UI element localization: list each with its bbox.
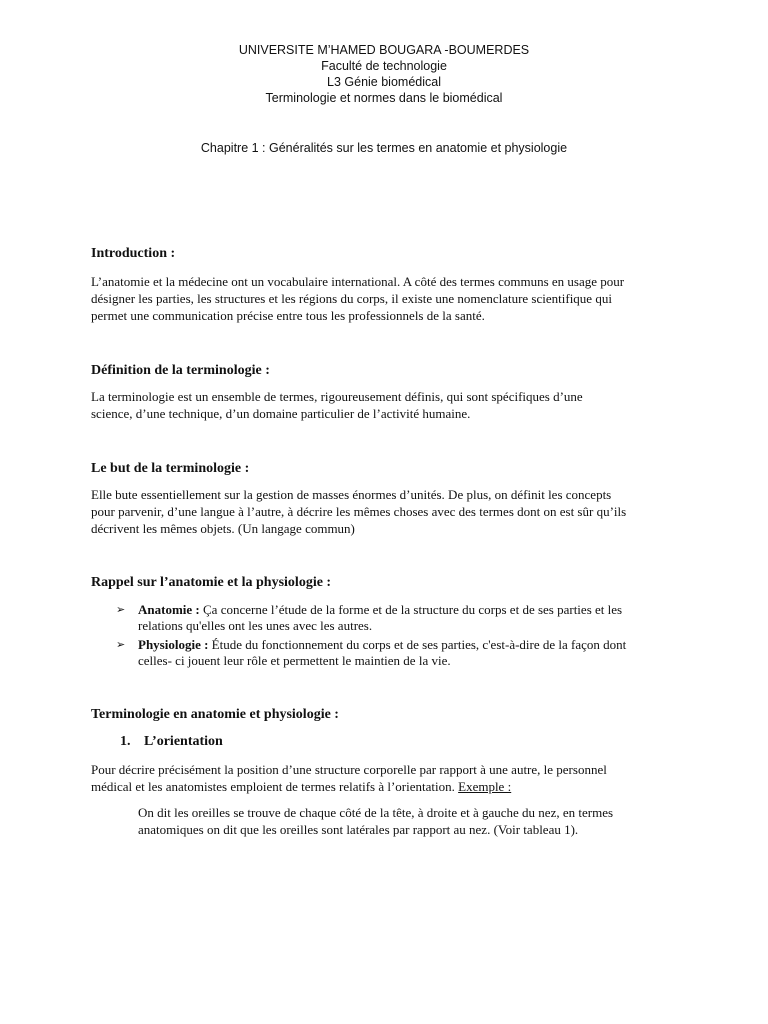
goal-heading: Le but de la terminologie :	[91, 461, 250, 476]
paragraph-line: désigner les parties, les structures et les régions du corps, il existe une nomenclature scientifique qui	[91, 291, 612, 306]
introduction-heading: Introduction :	[91, 246, 176, 261]
course-name: Terminologie et normes dans le biomédical	[265, 91, 503, 105]
bullet-continuation: celles- ci jouent leur rôle et permettent le maintien de la vie.	[138, 653, 451, 668]
paragraph-line: Pour décrire précisément la position d’une structure corporelle par rapport à une autre, le personnel	[91, 762, 607, 777]
item-number: 1.	[120, 734, 131, 749]
paragraph-line: anatomiques on dit que les oreilles sont latérales par rapport au nez. (Voir tableau 1).	[138, 822, 579, 837]
paragraph-line: science, d’une technique, d’un domaine particulier de l’activité humaine.	[91, 406, 471, 421]
list-item	[116, 637, 676, 669]
paragraph-line: Elle bute essentiellement sur la gestion de masses énormes d’unités. De plus, on définit les concepts	[91, 487, 612, 502]
bullet-text: Ça concerne l’étude de la forme et de la structure du corps et de ses parties et les	[199, 602, 623, 617]
goal-paragraph	[91, 486, 691, 537]
bullet-term: Anatomie :	[138, 602, 200, 617]
document-header	[0, 42, 768, 106]
terminology-heading: Terminologie en anatomie et physiologie :	[91, 707, 339, 722]
numbered-subheading	[120, 733, 223, 750]
paragraph-line: On dit les oreilles se trouve de chaque côté de la tête, à droite et à gauche du nez, en termes	[138, 805, 614, 820]
introduction-paragraph	[91, 273, 691, 324]
arrow-bullet-icon: ➢	[116, 604, 126, 616]
paragraph-line: L’anatomie et la médecine ont un vocabulaire international. A côté des termes communs en usage pour	[91, 274, 625, 289]
arrow-bullet-icon: ➢	[116, 639, 126, 651]
orientation-paragraph	[91, 761, 691, 795]
bullet-continuation: relations qu'elles ont les unes avec les autres.	[138, 618, 373, 633]
paragraph-line: pour parvenir, d’une langue à l’autre, à décrire les mêmes choses avec des termes dont on est sûr qu’ils	[91, 504, 627, 519]
chapter-title: Chapitre 1 : Généralités sur les termes en anatomie et physiologie	[200, 141, 568, 155]
recall-heading: Rappel sur l’anatomie et la physiologie :	[91, 575, 332, 590]
example-label: Exemple :	[458, 779, 512, 794]
list-item	[116, 602, 676, 634]
definition-heading: Définition de la terminologie :	[91, 363, 270, 378]
definition-paragraph	[91, 388, 691, 422]
paragraph-line: permet une communication précise entre tous les professionnels de la santé.	[91, 308, 485, 323]
university-name: UNIVERSITE M’HAMED BOUGARA -BOUMERDES	[238, 43, 530, 57]
bullet-text: Étude du fonctionnement du corps et de ses parties, c'est-à-dire de la façon dont	[208, 637, 627, 652]
paragraph-line: décrivent les mêmes objets. (Un langage commun)	[91, 521, 355, 536]
paragraph-line: médical et les anatomistes emploient de termes relatifs à l’orientation.	[91, 779, 459, 794]
recall-bullet-list	[116, 602, 676, 672]
item-title: L’orientation	[144, 734, 223, 749]
paragraph-line: La terminologie est un ensemble de termes, rigoureusement définis, qui sont spécifiques d’une	[91, 389, 583, 404]
example-paragraph	[138, 804, 698, 838]
bullet-term: Physiologie :	[138, 637, 209, 652]
level-name: L3 Génie biomédical	[327, 75, 441, 89]
faculty-name: Faculté de technologie	[321, 59, 447, 73]
